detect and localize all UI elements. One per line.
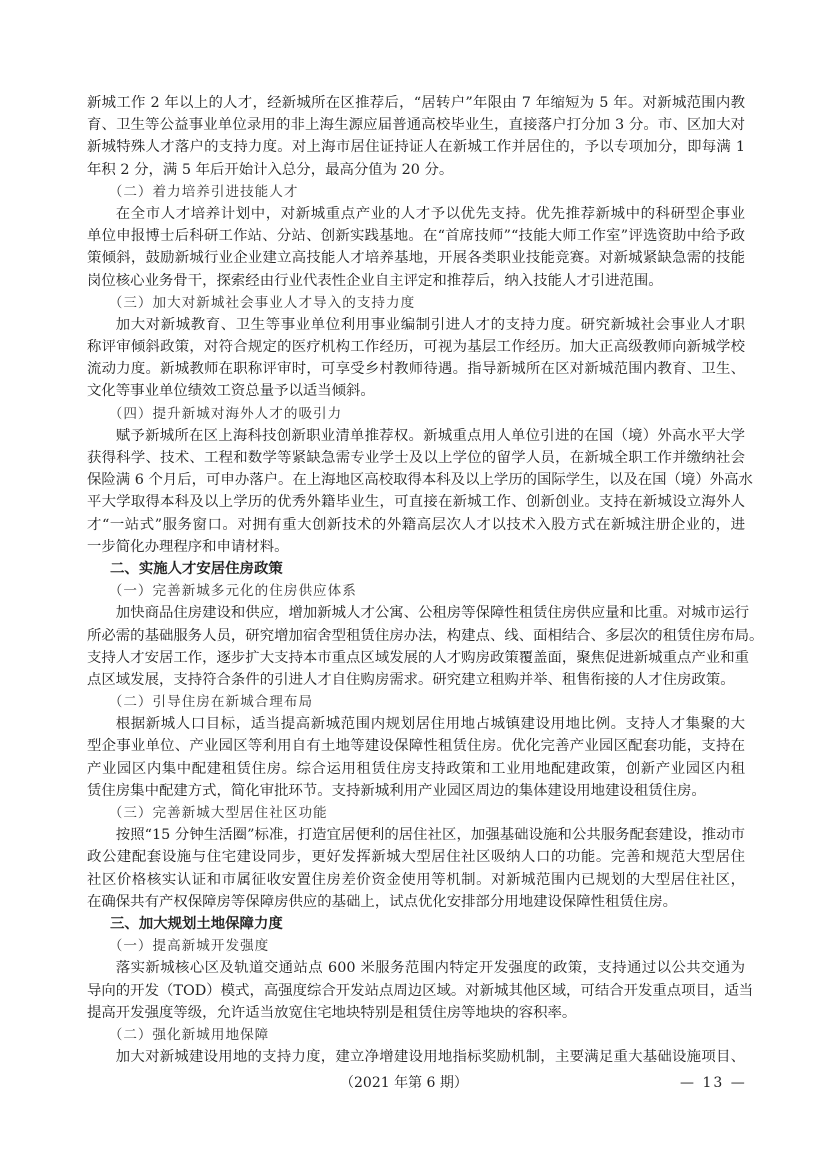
text-line: 赋予新城所在区上海科技创新职业清单推荐权。新城重点用人单位引进的在国（境）外高水平大学 <box>115 427 745 444</box>
text-line: 新城特殊人才落户的支持力度。对上海市居住证持证人在新城工作并居住的，予以专项加分，即每满 1 <box>87 139 745 156</box>
text-line: 加大对新城建设用地的支持力度，建立净增建设用地指标奖励机制，主要满足重大基础设施项目、 <box>115 1049 745 1066</box>
text-line: 赁住房集中配建方式，简化审批环节。支持新城利用产业园区周边的集体建设用地建设租赁住房。 <box>87 782 706 799</box>
text-line: 单位申报博士后科研工作站、分站、创新实践基地。在“首席技师”“技能大师工作室”评选资助中给予政 <box>87 228 745 245</box>
text-line: 支持人才安居工作，逐步扩大支持本市重点区域发展的人才购房政策覆盖面，聚焦促进新城重点产业和重 <box>87 649 749 666</box>
text-line: 岗位核心业务骨干，探索经由行业代表性企业自主评定和推荐后，纳入技能人才引进范围。 <box>87 272 663 289</box>
text-line: 政公建配套设施与住宅建设同步，更好发挥新城大型居住社区吸纳人口的功能。完善和规范大型居住 <box>87 849 745 866</box>
text-line: 育、卫生等公益事业单位录用的非上海生源应届普通高校毕业生，直接落户打分加 3 分。市、区加大对 <box>87 117 745 134</box>
text-line: 点区域发展，支持符合条件的引进人才自住购房需求。研究建立租购并举、租售衔接的人才住房政策。 <box>87 671 735 688</box>
text-line: 策倾斜，鼓励新城行业企业建立高技能人才培养基地，开展各类职业技能竞赛。对新城紧缺急需的技能 <box>87 250 745 267</box>
subsection-heading: （四）提升新城对海外人才的吸引力 <box>108 405 343 422</box>
text-line: 按照“15 分钟生活圈”标准，打造宜居便利的居住社区，加强基础设施和公共服务配套建设，推动市 <box>115 827 745 844</box>
text-line: 导向的开发（TOD）模式，高强度综合开发站点周边区域。对新城其他区域，可结合开发重点项目，适当 <box>87 982 754 999</box>
section-heading: 二、实施人才安居住房政策 <box>110 560 283 577</box>
text-line: 称评审倾斜政策，对符合规定的医疗机构工作经历，可视为基层工作经历。加大正高级教师向新城学校 <box>87 339 745 356</box>
subsection-heading: （二）着力培养引进技能人才 <box>108 183 299 200</box>
text-line: 平大学取得本科及以上学历的优秀外籍毕业生，可直接在新城工作、创新创业。支持在新城设立海外人 <box>87 494 745 511</box>
subsection-heading: （一）完善新城多元化的住房供应体系 <box>108 583 357 600</box>
text-line: 年积 2 分，满 5 年后开始计入总分，最高分值为 20 分。 <box>87 161 454 178</box>
text-line: 流动力度。新城教师在职称评审时，可享受乡村教师待遇。指导新城所在区对新城范围内教育、卫生、 <box>87 361 745 378</box>
text-line: 新城工作 2 年以上的人才，经新城所在区推荐后，“居转户”年限由 7 年缩短为 5 年。对新城范围内教 <box>87 95 745 111</box>
text-line: 加大对新城教育、卫生等事业单位利用事业编制引进人才的支持力度。研究新城社会事业人才职 <box>115 316 745 333</box>
subsection-heading: （二）强化新城用地保障 <box>108 1026 270 1043</box>
text-line: 文化等事业单位绩效工资总量予以适当倾斜。 <box>87 383 375 400</box>
text-line: 产业园区内集中配建租赁住房。综合运用租赁住房支持政策和工业用地配建政策，创新产业园区内租 <box>87 760 745 777</box>
section-heading: 三、加大规划土地保障力度 <box>110 915 283 932</box>
text-line: 社区价格核实认证和市属征收安置住房差价资金使用等机制。对新城范围内已规划的大型居住社区， <box>87 871 745 888</box>
subsection-heading: （二）引导住房在新城合理布局 <box>108 694 314 711</box>
text-line: 获得科学、技术、工程和数学等紧缺急需专业学士及以上学位的留学人员，在新城全职工作并缴纳社会 <box>87 450 745 466</box>
text-line: 在全市人才培养计划中，对新城重点产业的人才予以优先支持。优先推荐新城中的科研型企事业 <box>115 205 745 222</box>
text-line: 所必需的基础服务人员，研究增加宿舍型租赁住房办法，构建点、线、面相结合、多层次的租赁住房布局。 <box>87 627 764 644</box>
text-line: 落实新城核心区及轨道交通站点 600 米服务范围内特定开发强度的政策，支持通过以公共交通为 <box>115 960 745 977</box>
text-line: 保险满 6 个月后，可申办落户。在上海地区高校取得本科及以上学历的国际学生，以及在国（境）外高水 <box>87 472 753 489</box>
page-footer <box>0 1072 827 1094</box>
document-body <box>87 92 764 1068</box>
text-line: 型企事业单位、产业园区等利用自有土地等建设保障性租赁住房。优化完善产业园区配套功能，支持在 <box>87 738 745 755</box>
text-line: 加快商品住房建设和供应，增加新城人才公寓、公租房等保障性租赁住房供应量和比重。对城市运行 <box>115 605 749 622</box>
text-line: 在确保共有产权保障房等保障房供应的基础上，试点优化安排部分用地建设保障性租赁住房。 <box>87 893 678 910</box>
text-line: 提高开发强度等级，允许适当放宽住宅地块特别是租赁住房等地块的容积率。 <box>87 1004 577 1021</box>
text-line: 根据新城人口目标，适当提高新城范围内规划居住用地占城镇建设用地比例。支持人才集聚的大 <box>115 716 745 733</box>
subsection-heading: （一）提高新城开发强度 <box>108 938 270 955</box>
subsection-heading: （三）完善新城大型居住社区功能 <box>108 805 328 821</box>
text-line: 才“一站式”服务窗口。对拥有重大创新技术的外籍高层次人才以技术入股方式在新城注册企业的，进 <box>87 516 745 533</box>
subsection-heading: （三）加大对新城社会事业人才导入的支持力度 <box>108 294 416 311</box>
issue-label: （2021 年第 6 期） <box>340 1075 468 1091</box>
page-number: — 13 — <box>680 1075 747 1091</box>
text-line: 一步简化办理程序和申请材料。 <box>87 538 289 555</box>
